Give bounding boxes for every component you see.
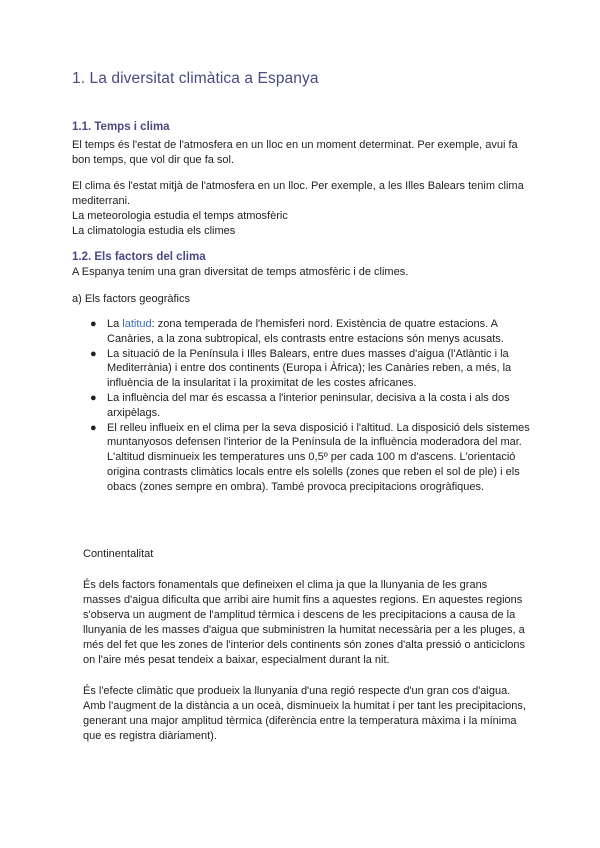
section-heading-factors: 1.2. Els factors del clima xyxy=(72,251,206,263)
bullet-prefix: La xyxy=(107,318,123,330)
paragraph-diversitat: A Espanya tenim una gran diversitat de temps atmosfèric i de climes. xyxy=(72,266,409,278)
list-item xyxy=(72,317,532,347)
list-item xyxy=(72,421,532,495)
continentalitat-heading: Continentalitat xyxy=(83,548,154,560)
bullet-icon: ● xyxy=(90,318,97,330)
bullet-text: El relleu influeix en el clima per la seva disposició i l'altitud. La disposició dels sistemes muntanyosos defensen l'interior de la Península de la influència moderadora del mar. L'altitud disminueix les temperatures uns 0,5º per cada 100 m d'ascens. L'orientació origina contrasts climàtics locals entre els solells (zones que reben el sol de ple) i els obacs (zones sempre en ombra). També provoca precipitacions orogràfiques. xyxy=(107,421,530,493)
bullet-icon: ● xyxy=(90,421,97,434)
bullet-text: La influència del mar és escassa a l'interior peninsular, decisiva a la costa i als dos arxipèlags. xyxy=(107,391,510,419)
meteorologia-line: La meteorologia estudia el temps atmosfèric xyxy=(72,210,288,222)
paragraph-continentalitat-1: És dels factors fonamentals que defineixen el clima ja que la llunyania de les grans masses d'aigua dificulta que arribi aire humit fins a aquestes regions. En aquestes regions s'observa un augment de l'amplitud tèrmica i descens de les precipitacions a causa de la llunyania de les masses d'aigua que subministren la humitat necessària per a les pluges, a més del fet que les zones de l'interior dels continents són zones d'alta pressió o anticiclons on l'aire més pesat tendeix a baixar, especialment durant la nit. xyxy=(83,579,526,666)
latitud-link[interactable]: latitud xyxy=(122,318,152,330)
page-title: 1. La diversitat climàtica a Espanya xyxy=(72,70,319,87)
bullet-text: : zona temperada de l'hemisferi nord. Existència de quatre estacions. A Canàries, a la zona subtropical, els contrasts entre estacions són menys acusats. xyxy=(107,318,504,345)
list-item xyxy=(72,347,532,391)
section-heading-temps-clima: 1.1. Temps i clima xyxy=(72,121,170,133)
list-item xyxy=(72,391,532,421)
paragraph-temps: El temps és l'estat de l'atmosfera en un lloc en un moment determinat. Per exemple, avui fa bon temps, que vol dir que fa sol. xyxy=(72,139,518,166)
bullet-icon: ● xyxy=(90,391,97,404)
paragraph-continentalitat-2: És l'efecte climàtic que produeix la llunyania d'una regió respecte d'un gran cos d'aigua. Amb l'augment de la distància a un oceà, disminueix la humitat i per tant les precipitacions, generant una major amplitud tèrmica (diferència entre la temperatura màxima i la mínima que es registra diàriament). xyxy=(83,685,526,742)
climatologia-line: La climatologia estudia els climes xyxy=(72,225,236,237)
bullet-text: La situació de la Península i Illes Balears, entre dues masses d'aigua (l'Atlàntic i la Mediterrània) i entre dos continents (Europa i Àfrica); les Canàries reben, a més, la influència de la insularitat i la proximitat de les costes africanes. xyxy=(107,347,512,390)
factors-list xyxy=(72,317,532,495)
bullet-icon: ● xyxy=(90,347,97,360)
subheading-factors-geografics: a) Els factors geogràfics xyxy=(72,293,190,305)
paragraph-clima xyxy=(72,179,532,239)
clima-definition: El clima és l'estat mitjà de l'atmosfera en un lloc. Per exemple, a les Illes Balears tenim clima mediterrani. xyxy=(72,180,524,207)
